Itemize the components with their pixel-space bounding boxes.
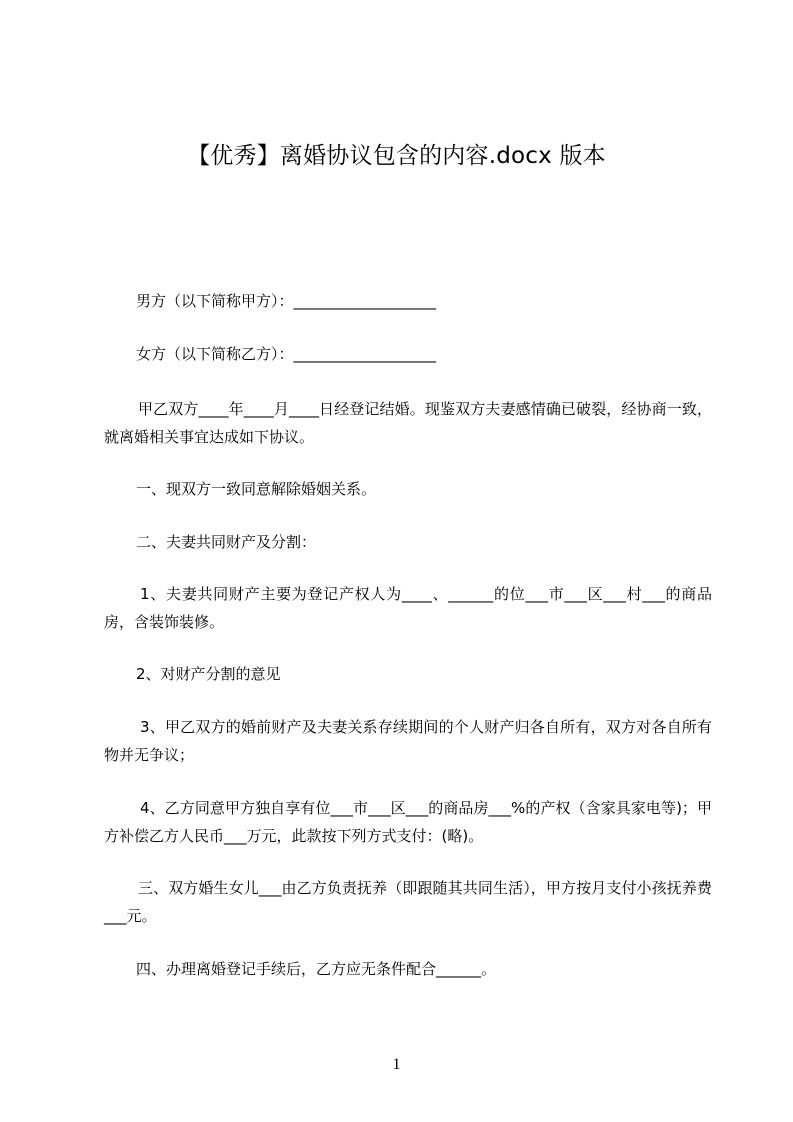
- paragraph-property-item-1: 1、夫妻共同财产主要为登记产权人为____、______的位___市___区___村___的商品房，含装饰装修。: [104, 585, 712, 631]
- document-title: 【优秀】离婚协议包含的内容.docx 版本: [187, 143, 606, 169]
- paragraph-section-two: 二、夫妻共同财产及分割：: [136, 533, 317, 551]
- paragraph-section-one: 一、现双方一致同意解除婚姻关系。: [136, 480, 377, 498]
- paragraph-husband: 男方（以下简称甲方）：___________________: [136, 292, 437, 310]
- paragraph-section-three: 三、双方婚生女儿___由乙方负责抚养（即跟随其共同生活），甲方按月支付小孩抚养费___元。: [104, 879, 712, 925]
- paragraph-wife: 女方（以下简称乙方）：___________________: [136, 345, 437, 363]
- paragraph-marriage-statement: 甲乙双方____年____月____日经登记结婚。现鉴双方夫妻感情确已破裂，经协商一致，就离婚相关事宜达成如下协议。: [104, 400, 712, 446]
- paragraph-property-item-2: 2、对财产分割的意见: [136, 665, 281, 683]
- paragraph-property-item-3: 3、甲乙双方的婚前财产及夫妻关系存续期间的个人财产归各自所有，双方对各自所有物并无争议；: [104, 718, 712, 764]
- paragraph-section-four: 四、办理离婚登记手续后，乙方应无条件配合______。: [136, 960, 497, 978]
- page-number: 1: [392, 1056, 401, 1073]
- paragraph-property-item-4: 4、乙方同意甲方独自享有位___市___区___的商品房___%的产权（含家具家电等)；甲方补偿乙方人民币___万元，此款按下列方式支付：(略)。: [104, 799, 712, 845]
